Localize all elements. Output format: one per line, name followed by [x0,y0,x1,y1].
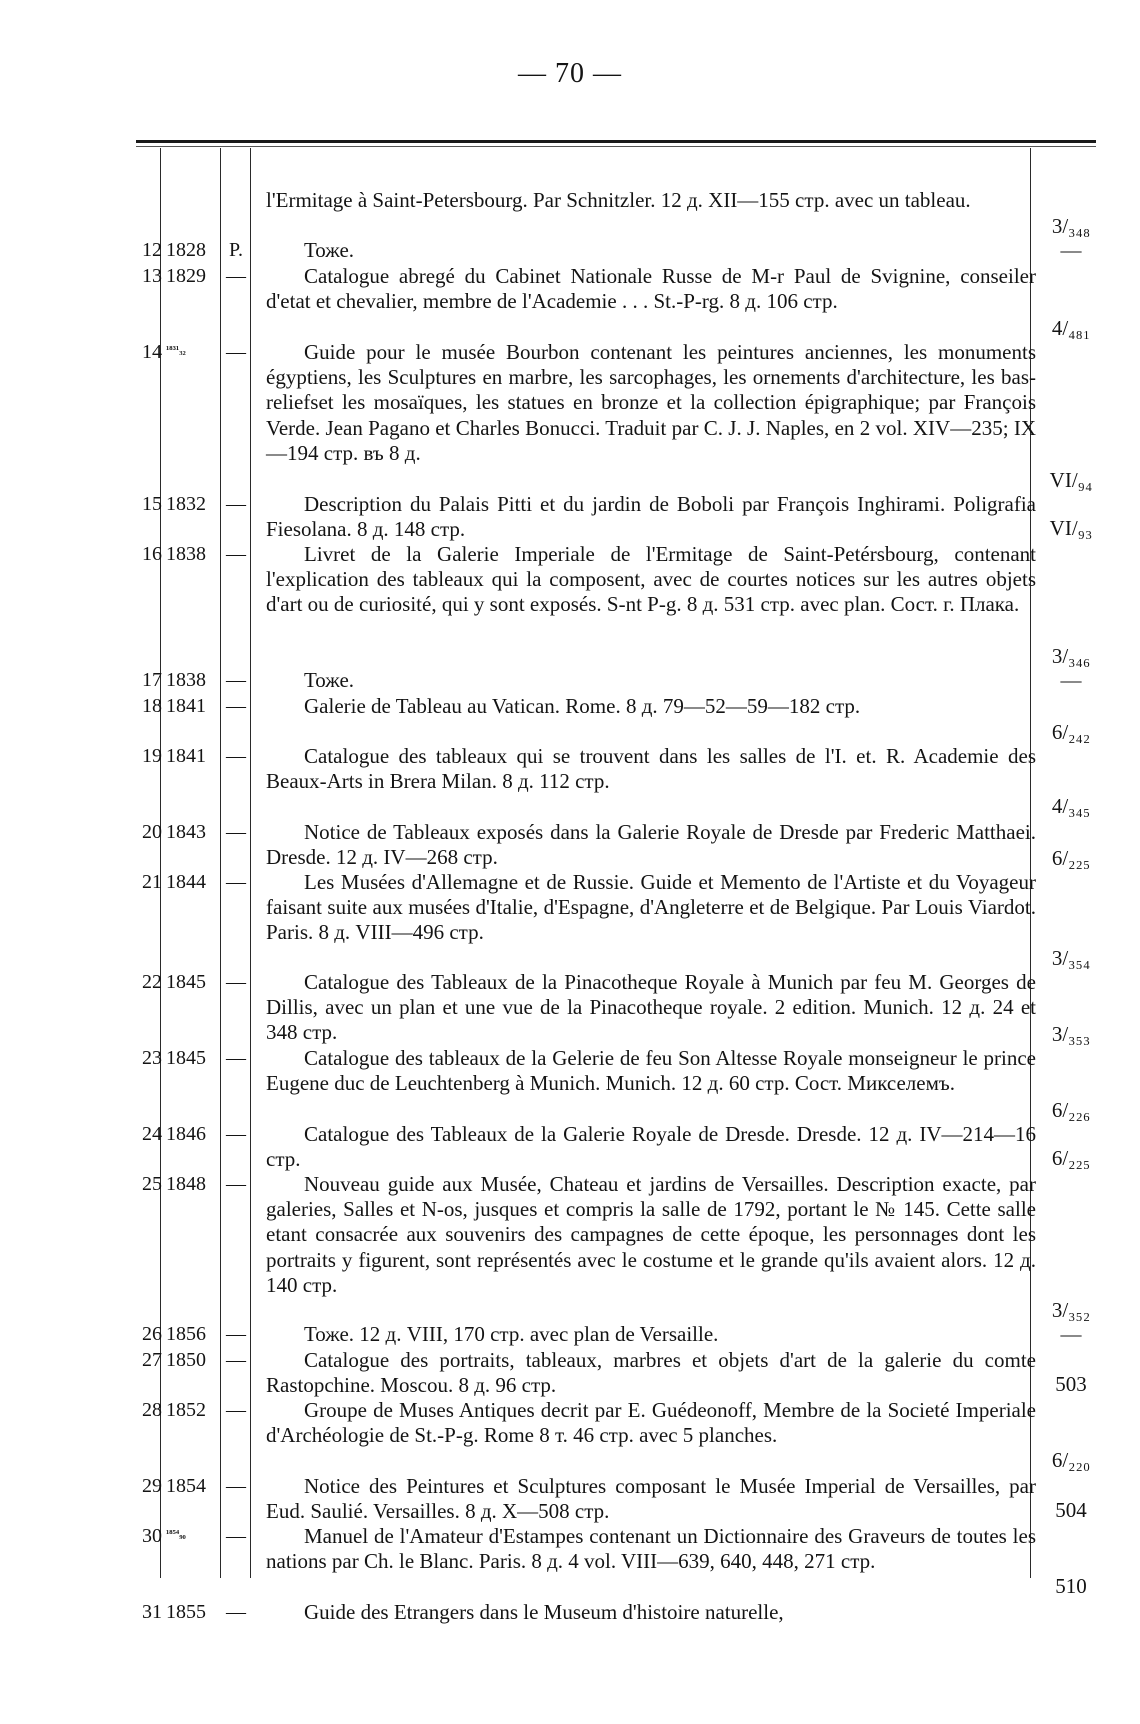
entry-text: Notice des Peintures et Sculptures composant le Musée Imperial de Versailles, par Eud. Saulié. Versailles. 8 д. X—508 стр. [266,1474,1036,1524]
top-rule-thin [136,146,1096,147]
entry-mark: — [226,871,246,893]
entry-year: 1828 [166,239,206,261]
entry-mark: — [226,1047,246,1069]
entry-price: 510 [1055,1574,1087,1598]
entry-mark: — [226,1475,246,1497]
entry-mark: P. [229,239,243,261]
entry-price: 3/₃₄₈ [1051,214,1091,238]
entry-mark: — [226,971,246,993]
entry-year: 1841 [166,695,206,717]
entry-price: VI/₉₃ [1049,516,1093,540]
entry-text: Galerie de Tableau au Vatican. Rome. 8 д. 79—52—59—182 стр. [304,694,861,718]
entry-mark: — [226,1123,246,1145]
entry-mark: — [226,1399,246,1421]
entry-number: 15 [142,493,162,515]
entry-year: 1845 [166,1047,206,1069]
entry-number: 24 [142,1123,162,1145]
entry-number: 21 [142,871,162,893]
entry-price: 3/₃₄₆ [1051,644,1091,668]
entry-mark: — [226,1601,246,1623]
entry-number: 16 [142,543,162,565]
entry-text: Catalogue des Tableaux de la Galerie Royale de Dresde. Dresde. 12 д. IV—214—16 стр. [266,1122,1036,1172]
entry-mark: — [226,341,246,363]
entry-price: 6/₂₂₅ [1051,846,1091,870]
entry-year: 1854 [166,1475,206,1497]
entry-price: 4/₄₈₁ [1051,316,1091,340]
entry-year: ¹⁸⁵⁴₉₀ [166,1528,186,1540]
column-divider-year [220,148,221,1578]
entry-mark: — [226,1323,246,1345]
entry-year: 1832 [166,493,206,515]
entry-mark: — [226,1349,246,1371]
entry-text: Catalogue des tableaux qui se trouvent dans les salles de l'I. et. R. Academie des Beaux-Arts in Brera Milan. 8 д. 112 стр. [266,744,1036,794]
entry-price: — [1060,668,1082,692]
entry-text: Тоже. [304,668,355,692]
entry-year: 1845 [166,971,206,993]
entry-year: ¹⁸³¹₃₂ [166,344,186,356]
entry-year: 1846 [166,1123,206,1145]
entry-text: Catalogue des portraits, tableaux, marbres et objets d'art de la galerie du comte Rastopchine. Moscou. 8 д. 96 стр. [266,1348,1036,1398]
entry-price: 6/₂₂₆ [1051,1098,1091,1122]
entry-text: Тоже. [304,238,355,262]
entry-number: 13 [142,265,162,287]
entry-text: Catalogue des tableaux de la Gelerie de feu Son Altesse Royale monseigneur le prince Eugene duc de Leuchtenberg à Munich. Munich. 12 д. 60 стр. Сост. Микселемъ. [266,1046,1036,1096]
entry-number: 29 [142,1475,162,1497]
entry-year: 1856 [166,1323,206,1345]
top-rule [136,140,1096,143]
entry-price: 4/₃₄₅ [1051,794,1091,818]
entry-number: 14 [142,341,162,363]
entry-price: — [1060,1322,1082,1346]
entry-number: 27 [142,1349,162,1371]
entry-price: 3/₃₅₃ [1051,1022,1091,1046]
entry-mark: — [226,265,246,287]
entry-number: 17 [142,669,162,691]
entry-mark: — [226,543,246,565]
entry-number: 19 [142,745,162,767]
entry-price: 3/₃₅₄ [1051,946,1091,970]
entry-number: 12 [142,239,162,261]
entry-text: Тоже. 12 д. VIII, 170 стр. avec plan de Versaille. [304,1322,719,1346]
entry-mark: — [226,1525,246,1547]
entry-mark: — [226,695,246,717]
entry-number: 25 [142,1173,162,1195]
entry-text: Manuel de l'Amateur d'Estampes contenant un Dictionnaire des Graveurs de toutes les nations par Ch. le Blanc. Paris. 8 д. 4 vol. VIII—639, 640, 448, 271 стр. [266,1524,1036,1574]
entry-number: 26 [142,1323,162,1345]
entry-year: 1848 [166,1173,206,1195]
entry-number: 30 [142,1525,162,1547]
entry-year: 1841 [166,745,206,767]
entry-text: Catalogue abregé du Cabinet Nationale Russe de M-r Paul de Svignine, conseiler d'etat et chevalier, membre de l'Academie . . . St.-P-rg. 8 д. 106 стр. [266,264,1036,314]
entry-mark: — [226,821,246,843]
entry-text: l'Ermitage à Saint-Petersbourg. Par Schnitzler. 12 д. XII—155 стр. avec un tableau. [266,188,971,212]
entry-price: — [1060,238,1082,262]
entry-text: Guide pour le musée Bourbon contenant les peintures anciennes, les monuments égyptiens, les Sculptures en marbre, les sarcophages, les ornements d'architecture, les bas-reliefset les mosaïques, les statues en bronze et la collection épigraphique; par François Verde. Jean Pagano et Charles Bonucci. Traduit par C. J. J. Naples, en 2 vol. XIV—235; IX—194 стр. въ 8 д. [266,340,1036,465]
entry-price: 6/₂₂₅ [1051,1146,1091,1170]
entry-year: 1838 [166,669,206,691]
entry-year: 1838 [166,543,206,565]
entry-year: 1852 [166,1399,206,1421]
entry-text: Description du Palais Pitti et du jardin de Boboli par François Inghirami. Poligrafia Fiesolana. 8 д. 148 стр. [266,492,1036,542]
entry-number: 22 [142,971,162,993]
entry-text: Catalogue des Tableaux de la Pinacotheque Royale à Munich par feu M. Georges de Dillis, avec un plan et une vue de la Pinacotheque royale. 2 edition. Munich. 12 д. 24 et 348 стр. [266,970,1036,1045]
entry-number: 31 [142,1601,162,1623]
entry-text: Groupe de Muses Antiques decrit par E. Guédeonoff, Membre de la Societé Imperiale d'Archéologie de St.-P-g. Rome 8 т. 46 стр. avec 5 planches. [266,1398,1036,1448]
entry-mark: — [226,1173,246,1195]
entry-number: 23 [142,1047,162,1069]
entry-year: 1829 [166,265,206,287]
entry-text: Nouveau guide aux Musée, Chateau et jardins de Versailles. Description exacte, par galeries, Salles et N-os, jusques et compris la salle de 1792, portant le № 145. Cette salle etant consacrée aux souvenirs des campagnes de cette époque, les personnages dont les portraits y figurent, sont représentés avec le costume et le grande qu'ils avaient alors. 12 д. 140 стр. [266,1172,1036,1297]
entry-number: 20 [142,821,162,843]
entry-mark: — [226,493,246,515]
entry-mark: — [226,745,246,767]
entry-text: Livret de la Galerie Imperiale de l'Ermitage de Saint-Petérsbourg, contenant l'explication des tableaux qui la composent, avec de courtes notices sur les autres objets d'art ou de curiosité, qui y sont exposés. S-nt P-g. 8 д. 531 стр. avec plan. Сост. г. Плака. [266,542,1036,617]
entry-price: 6/₂₂₀ [1051,1448,1091,1472]
entry-year: 1850 [166,1349,206,1371]
entry-price: 3/₃₅₂ [1051,1298,1091,1322]
entry-year: 1855 [166,1601,206,1623]
entry-year: 1844 [166,871,206,893]
page-number: — 70 — [518,58,622,89]
entry-price: 504 [1055,1498,1087,1522]
entry-text: Guide des Etrangers dans le Museum d'histoire naturelle, [304,1600,784,1624]
entry-price: 503 [1055,1372,1087,1396]
entry-text: Notice de Tableaux exposés dans la Galerie Royale de Dresde par Frederic Matthaei. Dresde. 12 д. IV—268 стр. [266,820,1036,870]
entry-mark: — [226,669,246,691]
column-divider-mark [250,148,251,1578]
entry-text: Les Musées d'Allemagne et de Russie. Guide et Memento de l'Artiste et du Voyageur faisant suite aux musées d'Italie, d'Espagne, d'Angleterre et de Belgique. Par Louis Viardot. Paris. 8 д. VIII—496 стр. [266,870,1036,945]
entry-price: 6/₂₄₂ [1051,720,1091,744]
entry-year: 1843 [166,821,206,843]
entry-number: 18 [142,695,162,717]
entry-price: VI/₉₄ [1049,468,1093,492]
entry-number: 28 [142,1399,162,1421]
